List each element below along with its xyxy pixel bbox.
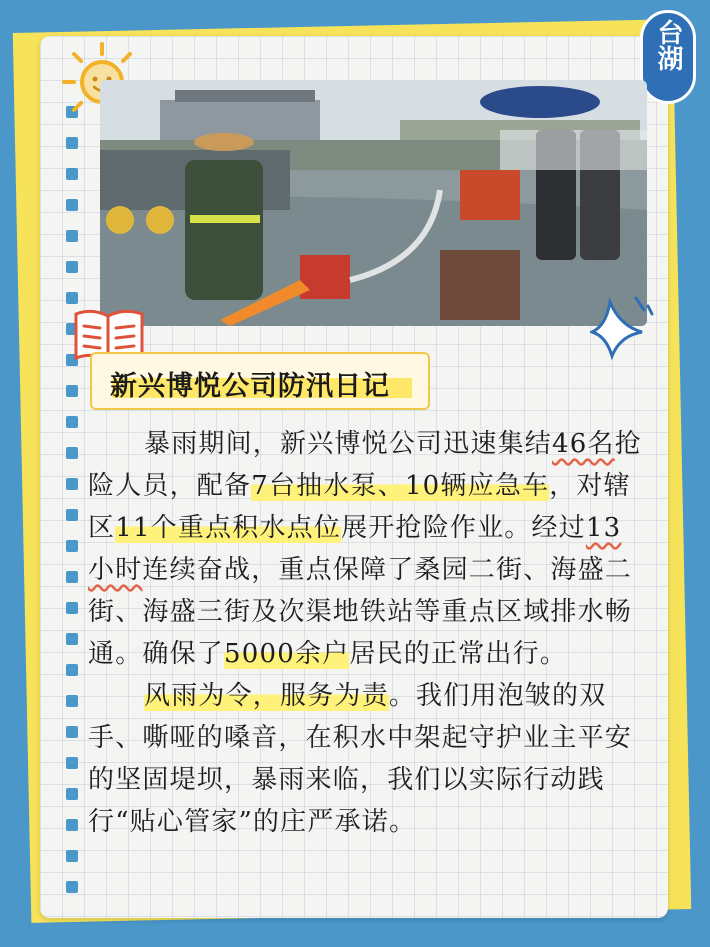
p1-highlight-points: 11个重点积水点位	[115, 513, 342, 543]
binder-hole	[66, 509, 78, 521]
p1-highlight-hours: 13小时	[88, 513, 622, 585]
binder-hole	[66, 726, 78, 738]
p1-text-5: 连续奋战，重点保障了桑园二街、海盛二街、海盛三街及次渠地铁站等重点区域排水畅通。确保了	[88, 555, 633, 669]
binder-hole	[66, 230, 78, 242]
p1-text-6: 居民的正常出行。	[349, 639, 567, 669]
binder-hole	[66, 540, 78, 552]
badge-text: 台湖	[653, 19, 683, 71]
binder-hole	[66, 819, 78, 831]
binder-hole	[66, 447, 78, 459]
binder-hole	[66, 168, 78, 180]
sparkle-icon	[590, 292, 656, 362]
p2-highlight-motto: 风雨为令，服务为责	[144, 681, 389, 711]
binder-hole	[66, 788, 78, 800]
p1-highlight-households: 5000余户	[224, 639, 350, 669]
binder-hole	[66, 850, 78, 862]
p1-highlight-equipment: 7台抽水泵、10辆应急车	[251, 471, 550, 501]
binder-hole	[66, 199, 78, 211]
binder-hole	[66, 292, 78, 304]
flood-rescue-photo	[100, 80, 647, 326]
p1-text-2: 抢险人员，配备	[88, 429, 642, 501]
binder-hole	[66, 478, 78, 490]
p1-text-1: 暴雨期间，新兴博悦公司迅速集结	[144, 429, 553, 459]
binder-hole	[66, 757, 78, 769]
page-title: 新兴博悦公司防汛日记	[110, 371, 390, 402]
binder-hole	[66, 571, 78, 583]
binder-hole	[66, 602, 78, 614]
article-body	[88, 423, 648, 843]
p1-text-4: 展开抢险作业。经过	[341, 513, 586, 543]
binder-hole	[66, 261, 78, 273]
binder-hole	[66, 633, 78, 645]
paragraph-2	[88, 675, 648, 843]
p2-text-1: 。我们用泡皱的双手、嘶哑的嗓音，在积水中架起守护业主平安的坚固堤坝，暴雨来临，我们以实际行动践行“贴心管家”的庄严承诺。	[88, 681, 633, 837]
title-box	[90, 352, 430, 410]
binder-hole	[66, 416, 78, 428]
binder-hole	[66, 385, 78, 397]
binder-hole	[66, 881, 78, 893]
paragraph-1	[88, 423, 648, 675]
location-badge	[640, 10, 696, 104]
binder-hole	[66, 664, 78, 676]
binder-hole	[66, 695, 78, 707]
binder-holes	[66, 106, 82, 926]
p1-text-3: ，对辖区	[88, 471, 631, 543]
p1-highlight-staff: 46名	[552, 429, 615, 459]
binder-hole	[66, 137, 78, 149]
